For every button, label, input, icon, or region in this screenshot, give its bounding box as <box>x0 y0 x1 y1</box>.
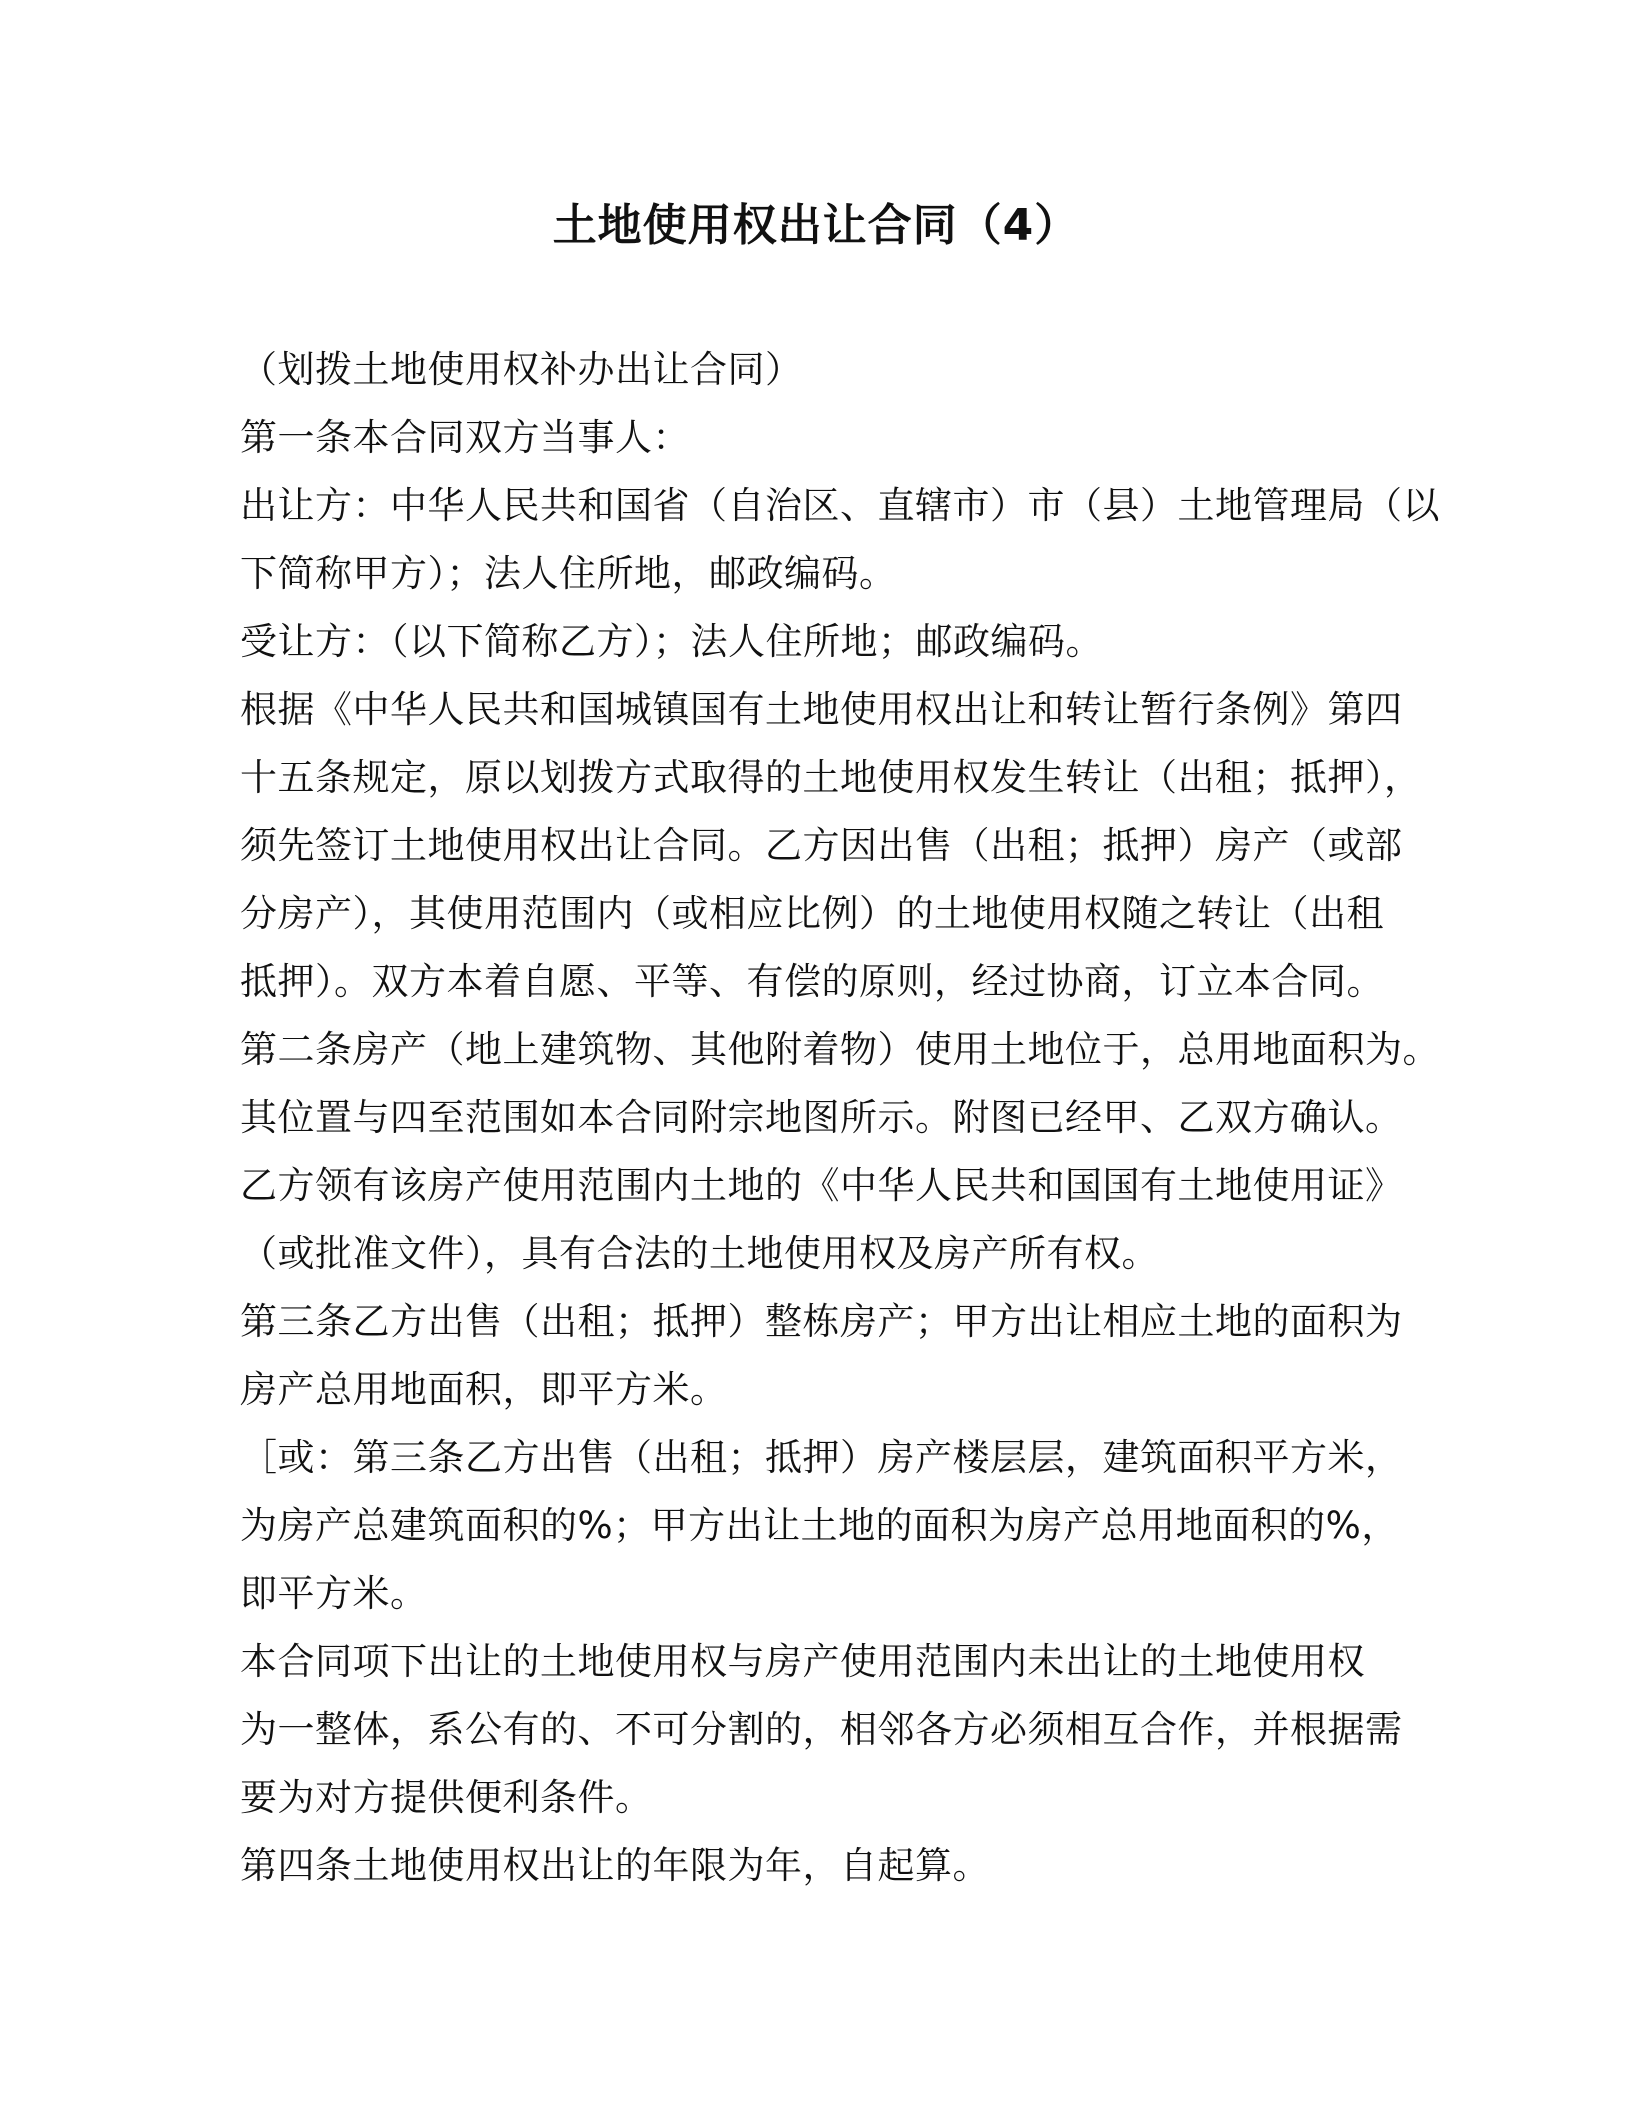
document-title: 土地使用权出让合同（4） <box>552 200 1080 251</box>
text-line: （或批准文件），具有合法的土地使用权及房产所有权。 <box>240 1232 1159 1275</box>
document-body <box>240 336 1440 1900</box>
text-line: 第一条本合同双方当事人： <box>240 416 690 459</box>
text-line: 乙方领有该房产使用范围内土地的《中华人民共和国国有土地使用证》 <box>240 1164 1403 1207</box>
text-line: 十五条规定，原以划拨方式取得的土地使用权发生转让（出租；抵押）， <box>240 756 1422 799</box>
text-line: 须先签订土地使用权出让合同。乙方因出售（出租；抵押）房产（或部 <box>240 824 1403 867</box>
text-line: 本合同项下出让的土地使用权与房产使用范围内未出让的土地使用权 <box>240 1640 1365 1683</box>
text-line: 即平方米。 <box>240 1572 428 1615</box>
text-line: 为房产总建筑面积的%；甲方出让土地的面积为房产总用地面积的%， <box>240 1504 1399 1547</box>
text-line: 为一整体，系公有的、不可分割的，相邻各方必须相互合作，并根据需 <box>240 1708 1403 1751</box>
text-line: 出让方：中华人民共和国省（自治区、直辖市）市（县）土地管理局（以 <box>240 484 1440 527</box>
text-line: 第三条乙方出售（出租；抵押）整栋房产；甲方出让相应土地的面积为 <box>240 1300 1403 1343</box>
text-line: 要为对方提供便利条件。 <box>240 1776 653 1819</box>
text-line: 其位置与四至范围如本合同附宗地图所示。附图已经甲、乙双方确认。 <box>240 1096 1403 1139</box>
text-line: 根据《中华人民共和国城镇国有土地使用权出让和转让暂行条例》第四 <box>240 688 1403 731</box>
text-line: （划拨土地使用权补办出让合同） <box>240 348 803 391</box>
text-line: 房产总用地面积，即平方米。 <box>240 1368 728 1411</box>
text-line: 下简称甲方）；法人住所地，邮政编码。 <box>240 552 897 595</box>
text-line: 受让方：（以下简称乙方）；法人住所地；邮政编码。 <box>240 620 1103 663</box>
text-line: 第四条土地使用权出让的年限为年，自起算。 <box>240 1844 990 1887</box>
text-line: 分房产），其使用范围内（或相应比例）的土地使用权随之转让（出租 <box>240 892 1384 935</box>
text-line: 抵押）。双方本着自愿、平等、有偿的原则，经过协商，订立本合同。 <box>240 960 1384 1003</box>
text-line: ［或：第三条乙方出售（出租；抵押）房产楼层层，建筑面积平方米， <box>240 1436 1403 1479</box>
text-line: 第二条房产（地上建筑物、其他附着物）使用土地位于，总用地面积为。 <box>240 1028 1440 1071</box>
